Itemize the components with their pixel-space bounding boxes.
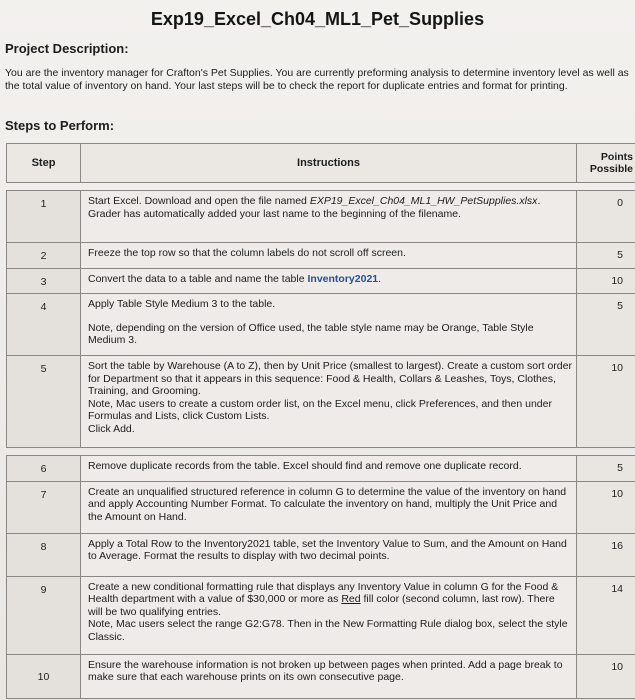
step-points: 10	[577, 268, 635, 294]
step-points: 5	[577, 456, 635, 482]
table-header-row	[7, 144, 635, 183]
step-points: 5	[577, 294, 635, 356]
step-instructions: Convert the data to a table and name the table Inventory2021.	[81, 268, 577, 294]
step-instructions: Ensure the warehouse information is not broken up between pages when printed. Add a page break to make sure that each warehouse prints on its own consecutive page.	[81, 654, 577, 698]
step-number: 2	[7, 243, 81, 269]
table-row	[7, 356, 635, 448]
step-points: 10	[577, 654, 635, 698]
step-number: 9	[7, 576, 81, 654]
step-instructions: Remove duplicate records from the table. Excel should find and remove one duplicate record.	[81, 456, 577, 482]
step-number: 4	[7, 294, 81, 356]
step-column-header: Step	[7, 144, 81, 183]
table-row	[7, 654, 635, 698]
step-number: 10	[7, 654, 81, 698]
table-row	[7, 456, 635, 482]
step-number: 6	[7, 456, 81, 482]
step-points: 14	[577, 576, 635, 654]
step-instructions: Freeze the top row so that the column labels do not scroll off screen.	[81, 243, 577, 269]
steps-heading: Steps to Perform:	[5, 118, 115, 133]
red-underlined-word: Red	[341, 593, 361, 605]
table-row	[7, 481, 635, 533]
step-number: 8	[7, 533, 81, 576]
step-instructions: Create a new conditional formatting rule that displays any Inventory Value in column G for the Food & Health department with a value of $30,000 or more as Red fill color (second column, last row). There will be two qualifying entries. Note, Mac users select the range G2:G78. Then in the New Formatting Rule dialog box, select the style Classic.	[81, 576, 577, 654]
step-instructions: Sort the table by Warehouse (A to Z), then by Unit Price (smallest to largest). Create a custom sort order for Department so that it appears in this sequence: Food & Health, Collars & Leashes, Toys, Clothes, Training, and Grooming. Note, Mac users to create a custom order list, on the Excel menu, click Preferences, and then under Formulas and Lists, click Custom Lists. Click Add.	[81, 356, 577, 448]
file-name: EXP19_Excel_Ch04_ML1_HW_PetSupplies.xlsx	[309, 195, 538, 207]
step-number: 1	[7, 191, 81, 243]
step-points: 5	[577, 243, 635, 269]
table-row	[7, 576, 635, 654]
instructions-column-header: Instructions	[81, 144, 577, 183]
project-description-heading: Project Description:	[5, 41, 129, 56]
step-instructions: Apply a Total Row to the Inventory2021 table, set the Inventory Value to Sum, and the Amount on Hand to Average. Format the results to display with two decimal points.	[81, 533, 577, 576]
document-title: Exp19_Excel_Ch04_ML1_Pet_Supplies	[150, 9, 485, 29]
table-row	[7, 533, 635, 576]
step-number: 5	[7, 356, 81, 448]
step-number: 3	[7, 268, 81, 294]
table-row	[7, 268, 635, 294]
steps-table	[6, 143, 635, 699]
points-column-header: Points Possible	[577, 144, 635, 183]
step-instructions: Start Excel. Download and open the file named EXP19_Excel_Ch04_ML1_HW_PetSupplies.xlsx. Grader has automatically added your last name to the beginning of the filename.	[81, 191, 577, 243]
step-instructions: Create an unqualified structured reference in column G to determine the value of the inventory on hand and apply Accounting Number Format. To calculate the inventory on hand, multiply the Unit Price and the Amount on Hand.	[81, 481, 577, 533]
step-instructions: Apply Table Style Medium 3 to the table. Note, depending on the version of Office used, the table style name may be Orange, Table Style Medium 3.	[81, 294, 577, 356]
table-name-highlight: Inventory2021	[307, 272, 379, 285]
step-points: 0	[577, 191, 635, 243]
table-row	[7, 243, 635, 269]
table-row	[7, 294, 635, 356]
step-number: 7	[7, 481, 81, 533]
table-row	[7, 191, 635, 243]
step-points: 10	[577, 356, 635, 448]
project-description-text: You are the inventory manager for Crafton's Pet Supplies. You are currently preforming analysis to determine inventory level as well as the total value of inventory on hand. Your last steps will be to check the report for duplicate entries and format for printing.	[5, 67, 629, 92]
step-points: 10	[577, 481, 635, 533]
step-points: 16	[577, 533, 635, 576]
